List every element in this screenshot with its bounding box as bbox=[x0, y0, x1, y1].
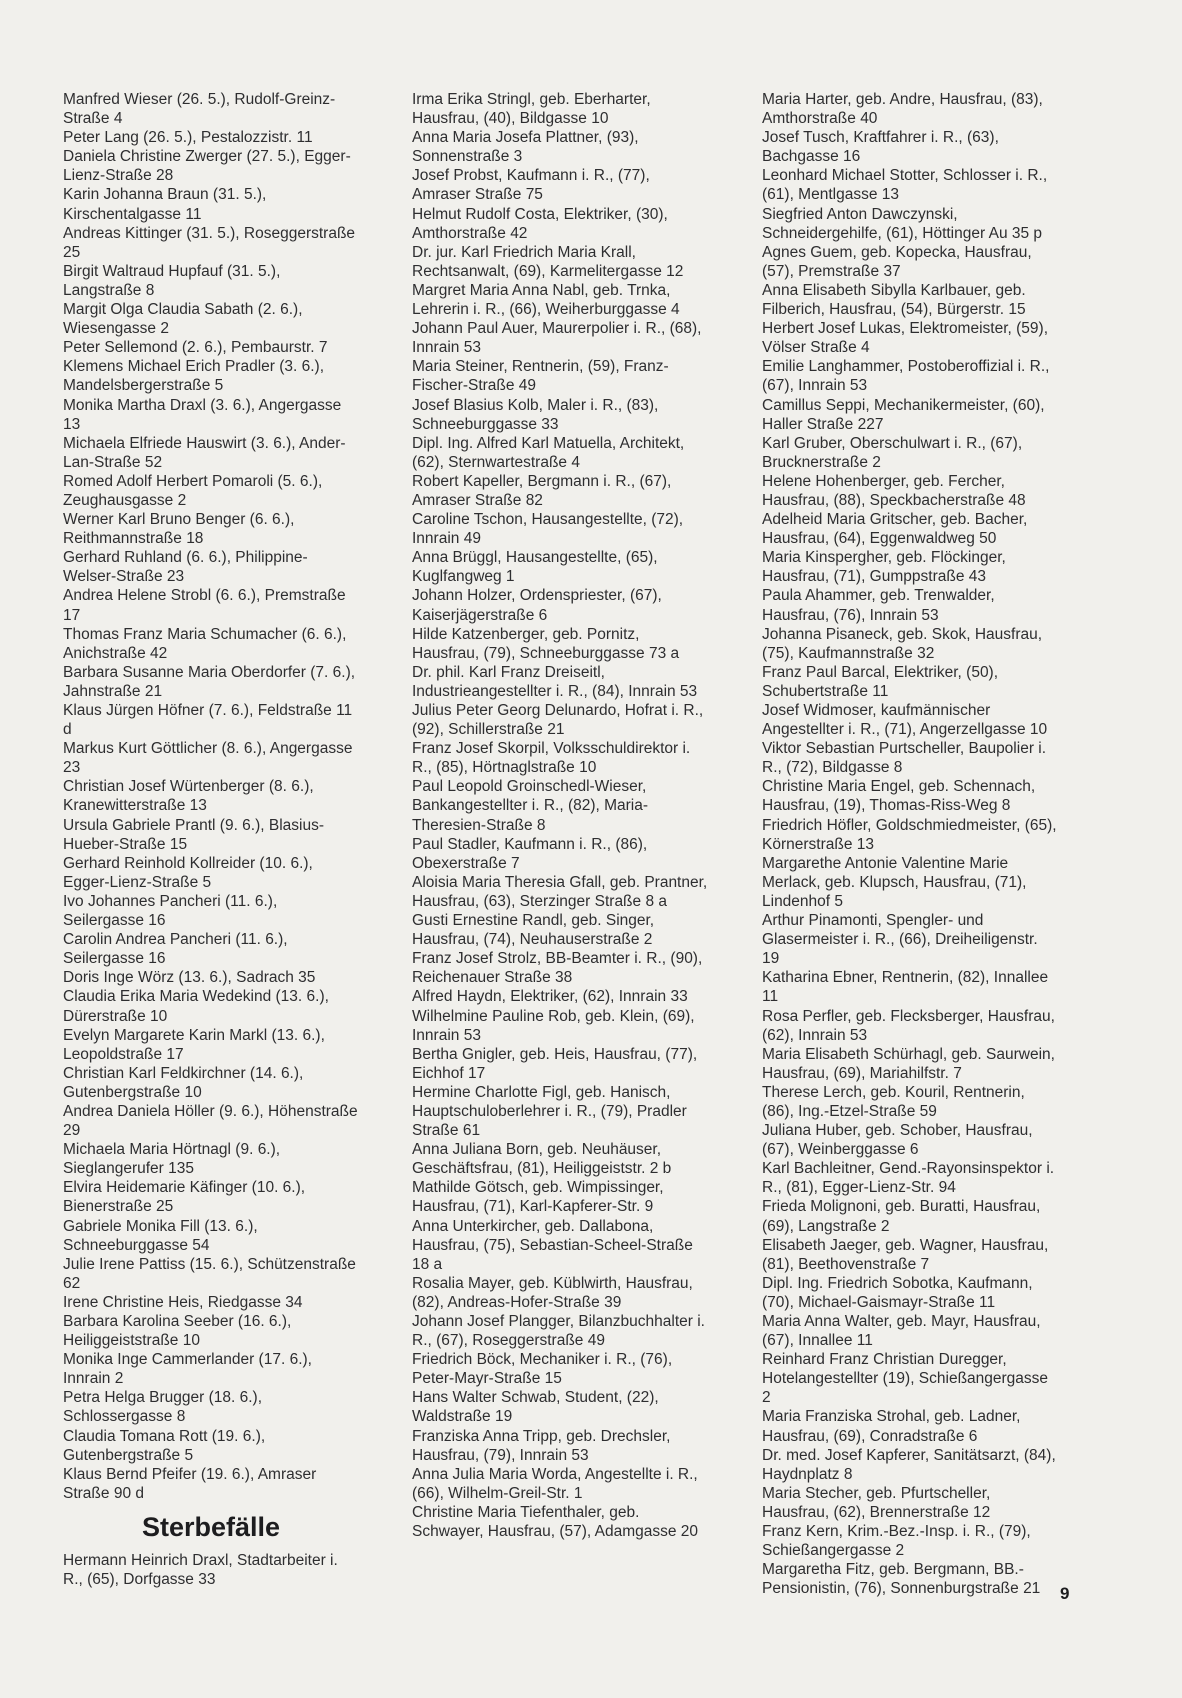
list-item: Paula Ahammer, geb. Trenwalder, Hausfrau, (76), Innrain 53 bbox=[762, 587, 995, 624]
list-item: Viktor Sebastian Purtscheller, Baupolier i. R., (72), Bildgasse 8 bbox=[762, 740, 1047, 777]
list-item: Friedrich Böck, Mechaniker i. R., (76), Peter-Mayr-Straße 15 bbox=[412, 1351, 673, 1388]
list-item: Johann Paul Auer, Maurerpolier i. R., (68), Innrain 53 bbox=[412, 320, 702, 357]
births-list bbox=[63, 90, 359, 1503]
list-item: Helmut Rudolf Costa, Elektriker, (30), Amthorstraße 42 bbox=[412, 205, 668, 242]
list-item: Klaus Bernd Pfeifer (19. 6.), Amraser Straße 90 d bbox=[63, 1465, 317, 1502]
column-1 bbox=[63, 90, 359, 1589]
list-item: Josef Probst, Kaufmann i. R., (77), Amraser Straße 75 bbox=[412, 167, 650, 204]
list-item: Elvira Heidemarie Käfinger (10. 6.), Bienerstraße 25 bbox=[63, 1179, 306, 1216]
list-item: Karl Bachleitner, Gend.-Rayonsinspektor i. R., (81), Egger-Lienz-Str. 94 bbox=[762, 1160, 1055, 1197]
list-item: Leonhard Michael Stotter, Schlosser i. R., (61), Mentlgasse 13 bbox=[762, 167, 1048, 204]
list-item: Wilhelmine Pauline Rob, geb. Klein, (69), Innrain 53 bbox=[412, 1007, 695, 1044]
list-item: Maria Franziska Strohal, geb. Ladner, Hausfrau, (69), Conradstraße 6 bbox=[762, 1408, 1021, 1445]
list-item: Ursula Gabriele Prantl (9. 6.), Blasius-Hueber-Straße 15 bbox=[63, 816, 325, 853]
list-item: Julius Peter Georg Delunardo, Hofrat i. R., (92), Schillerstraße 21 bbox=[412, 702, 704, 739]
list-item: Emilie Langhammer, Postoberoffizial i. R., (67), Innrain 53 bbox=[762, 358, 1050, 395]
list-item: Juliana Huber, geb. Schober, Hausfrau, (67), Weinberggasse 6 bbox=[762, 1122, 1033, 1159]
list-item: Rosa Perfler, geb. Flecksberger, Hausfrau, (62), Innrain 53 bbox=[762, 1007, 1055, 1044]
list-item: Hans Walter Schwab, Student, (22), Waldstraße 19 bbox=[412, 1389, 659, 1426]
list-item: Petra Helga Brugger (18. 6.), Schlossergasse 8 bbox=[63, 1389, 263, 1426]
list-item: Gerhard Ruhland (6. 6.), Philippine-Welser-Straße 23 bbox=[63, 549, 308, 586]
list-item: Josef Blasius Kolb, Maler i. R., (83), Schneeburggasse 33 bbox=[412, 396, 659, 433]
list-item: Christian Josef Würtenberger (8. 6.), Kranewitterstraße 13 bbox=[63, 778, 314, 815]
list-item: Margit Olga Claudia Sabath (2. 6.), Wiesengasse 2 bbox=[63, 301, 303, 338]
list-item: Claudia Tomana Rott (19. 6.), Gutenbergstraße 5 bbox=[63, 1427, 266, 1464]
list-item: Dr. phil. Karl Franz Dreiseitl, Industrieangestellter i. R., (84), Innrain 53 bbox=[412, 663, 698, 700]
list-item: Franz Josef Skorpil, Volksschuldirektor i. R., (85), Hörtnaglstraße 10 bbox=[412, 740, 691, 777]
list-item: Thomas Franz Maria Schumacher (6. 6.), Anichstraße 42 bbox=[63, 625, 347, 662]
list-item: Julie Irene Pattiss (15. 6.), Schützenstraße 62 bbox=[63, 1255, 356, 1292]
list-item: Christine Maria Tiefenthaler, geb. Schwayer, Hausfrau, (57), Adamgasse 20 bbox=[412, 1503, 699, 1541]
list-item: Gusti Ernestine Randl, geb. Singer, Hausfrau, (74), Neuhauserstraße 2 bbox=[412, 912, 655, 949]
list-item: Dr. jur. Karl Friedrich Maria Krall, Rechtsanwalt, (69), Karmelitergasse 12 bbox=[412, 243, 684, 280]
deaths-list-middle bbox=[412, 90, 708, 1541]
list-item: Maria Steiner, Rentnerin, (59), Franz-Fischer-Straße 49 bbox=[412, 358, 669, 395]
list-item: Karl Gruber, Oberschulwart i. R., (67), Brucknerstraße 2 bbox=[762, 434, 1023, 471]
list-item: Robert Kapeller, Bergmann i. R., (67), Amraser Straße 82 bbox=[412, 472, 672, 509]
list-item: Werner Karl Bruno Benger (6. 6.), Reithmannstraße 18 bbox=[63, 511, 295, 548]
list-item: Gabriele Monika Fill (13. 6.), Schneeburggasse 54 bbox=[63, 1217, 258, 1254]
list-item: Hilde Katzenberger, geb. Pornitz, Hausfrau, (79), Schneeburggasse 73 a bbox=[412, 625, 680, 662]
list-item: Barbara Susanne Maria Oberdorfer (7. 6.), Jahnstraße 21 bbox=[63, 663, 356, 700]
list-item: Klemens Michael Erich Pradler (3. 6.), Mandelsbergerstraße 5 bbox=[63, 358, 325, 395]
list-item: Josef Tusch, Kraftfahrer i. R., (63), Bachgasse 16 bbox=[762, 129, 999, 166]
list-item: Klaus Jürgen Höfner (7. 6.), Feldstraße 11 d bbox=[63, 702, 353, 739]
list-item: Karin Johanna Braun (31. 5.), Kirschentalgasse 11 bbox=[63, 186, 267, 223]
list-item: Maria Harter, geb. Andre, Hausfrau, (83), Amthorstraße 40 bbox=[762, 91, 1043, 128]
list-item: Frieda Molignoni, geb. Buratti, Hausfrau, (69), Langstraße 2 bbox=[762, 1198, 1041, 1235]
list-item: Christine Maria Engel, geb. Schennach, Hausfrau, (19), Thomas-Riss-Weg 8 bbox=[762, 778, 1036, 815]
list-item: Doris Inge Wörz (13. 6.), Sadrach 35 bbox=[63, 969, 316, 987]
list-item: Camillus Seppi, Mechanikermeister, (60), Haller Straße 227 bbox=[762, 396, 1045, 433]
list-item: Manfred Wieser (26. 5.), Rudolf-Greinz-Straße 4 bbox=[63, 91, 336, 128]
list-item: Josef Widmoser, kaufmännischer Angestellter i. R., (71), Angerzellgasse 10 bbox=[762, 702, 1048, 739]
list-item: Evelyn Margarete Karin Markl (13. 6.), Leopoldstraße 17 bbox=[63, 1026, 325, 1063]
list-item: Margaretha Fitz, geb. Bergmann, BB.-Pensionistin, (76), Sonnenburgstraße 21 bbox=[762, 1561, 1041, 1598]
list-item: Rosalia Mayer, geb. Küblwirth, Hausfrau, (82), Andreas-Hofer-Straße 39 bbox=[412, 1274, 693, 1311]
list-item: Franz Paul Barcal, Elektriker, (50), Schubertstraße 11 bbox=[762, 663, 999, 700]
list-item: Romed Adolf Herbert Pomaroli (5. 6.), Zeughausgasse 2 bbox=[63, 472, 323, 509]
page-number: 9 bbox=[1060, 1584, 1070, 1603]
list-item: Anna Elisabeth Sibylla Karlbauer, geb. Filberich, Hausfrau, (54), Bürgerstr. 15 bbox=[762, 281, 1026, 319]
list-item: Andreas Kittinger (31. 5.), Roseggerstraße 25 bbox=[63, 224, 356, 261]
list-item: Margarethe Antonie Valentine Marie Merlack, geb. Klupsch, Hausfrau, (71), Lindenhof 5 bbox=[762, 854, 1027, 910]
list-item: Carolin Andrea Pancheri (11. 6.), Seilergasse 16 bbox=[63, 931, 288, 968]
list-item: Barbara Karolina Seeber (16. 6.), Heiliggeiststraße 10 bbox=[63, 1313, 292, 1350]
column-3 bbox=[762, 90, 1058, 1598]
list-item: Elisabeth Jaeger, geb. Wagner, Hausfrau, (81), Beethovenstraße 7 bbox=[762, 1236, 1049, 1273]
list-item: Ivo Johannes Pancheri (11. 6.), Seilergasse 16 bbox=[63, 892, 278, 930]
list-item: Anna Maria Josefa Plattner, (93), Sonnenstraße 3 bbox=[412, 129, 639, 166]
column-2 bbox=[412, 90, 708, 1541]
list-item: Andrea Helene Strobl (6. 6.), Premstraße 17 bbox=[63, 587, 346, 624]
list-item: Agnes Guem, geb. Kopecka, Hausfrau, (57), Premstraße 37 bbox=[762, 243, 1032, 280]
list-item: Paul Leopold Groinschedl-Wieser, Bankangestellter i. R., (82), Maria-Theresien-Straße 8 bbox=[412, 778, 649, 834]
list-item: Daniela Christine Zwerger (27. 5.), Egger-Lienz-Straße 28 bbox=[63, 148, 351, 185]
list-item: Hermann Heinrich Draxl, Stadtarbeiter i. R., (65), Dorfgasse 33 bbox=[63, 1551, 338, 1589]
list-item: Irene Christine Heis, Riedgasse 34 bbox=[63, 1293, 303, 1311]
list-item: Caroline Tschon, Hausangestellte, (72), Innrain 49 bbox=[412, 511, 684, 548]
list-item: Friedrich Höfler, Goldschmiedmeister, (65), Körnerstraße 13 bbox=[762, 816, 1057, 853]
list-item: Michaela Maria Hörtnagl (9. 6.), Sieglangerufer 135 bbox=[63, 1141, 281, 1178]
list-item: Adelheid Maria Gritscher, geb. Bacher, Hausfrau, (64), Eggenwaldweg 50 bbox=[762, 511, 1028, 548]
list-item: Johann Holzer, Ordenspriester, (67), Kaiserjägerstraße 6 bbox=[412, 587, 662, 624]
list-item: Arthur Pinamonti, Spengler- und Glasermeister i. R., (66), Dreiheiligenstr. 19 bbox=[762, 912, 1038, 968]
list-item: Herbert Josef Lukas, Elektromeister, (59), Völser Straße 4 bbox=[762, 320, 1049, 357]
list-item: Alfred Haydn, Elektriker, (62), Innrain 33 bbox=[412, 988, 688, 1006]
list-item: Franz Josef Strolz, BB-Beamter i. R., (90), Reichenauer Straße 38 bbox=[412, 950, 703, 987]
list-item: Dipl. Ing. Friedrich Sobotka, Kaufmann, (70), Michael-Gaismayr-Straße 11 bbox=[762, 1274, 1033, 1311]
list-item: Monika Martha Draxl (3. 6.), Angergasse 13 bbox=[63, 396, 342, 433]
deaths-list-end bbox=[762, 90, 1058, 1598]
list-item: Michaela Elfriede Hauswirt (3. 6.), Ander-Lan-Straße 52 bbox=[63, 434, 346, 471]
list-item: Maria Stecher, geb. Pfurtscheller, Hausfrau, (62), Brennerstraße 12 bbox=[762, 1484, 991, 1521]
list-item: Monika Inge Cammerlander (17. 6.), Innrain 2 bbox=[63, 1351, 312, 1388]
list-item: Katharina Ebner, Rentnerin, (82), Innallee 11 bbox=[762, 969, 1049, 1006]
list-item: Anna Julia Maria Worda, Angestellte i. R., (66), Wilhelm-Greil-Str. 1 bbox=[412, 1465, 698, 1502]
list-item: Maria Kinspergher, geb. Flöckinger, Hausfrau, (71), Gumppstraße 43 bbox=[762, 549, 1006, 586]
list-item: Peter Lang (26. 5.), Pestalozzistr. 11 bbox=[63, 129, 313, 147]
list-item: Helene Hohenberger, geb. Fercher, Hausfrau, (88), Speckbacherstraße 48 bbox=[762, 472, 1026, 509]
list-item: Paul Stadler, Kaufmann i. R., (86), Obexerstraße 7 bbox=[412, 835, 648, 872]
list-item: Andrea Daniela Höller (9. 6.), Höhenstraße 29 bbox=[63, 1102, 358, 1140]
list-item: Reinhard Franz Christian Duregger, Hotelangestellter (19), Schießangergasse 2 bbox=[762, 1351, 1049, 1407]
list-item: Bertha Gnigler, geb. Heis, Hausfrau, (77), Eichhof 17 bbox=[412, 1045, 698, 1082]
list-item: Anna Brüggl, Hausangestellte, (65), Kuglfangweg 1 bbox=[412, 549, 658, 586]
list-item: Birgit Waltraud Hupfauf (31. 5.), Langstraße 8 bbox=[63, 262, 281, 299]
list-item: Therese Lerch, geb. Kouril, Rentnerin, (86), Ing.-Etzel-Straße 59 bbox=[762, 1083, 1025, 1120]
list-item: Dr. med. Josef Kapferer, Sanitätsarzt, (84), Haydnplatz 8 bbox=[762, 1446, 1056, 1483]
list-item: Irma Erika Stringl, geb. Eberharter, Hausfrau, (40), Bildgasse 10 bbox=[412, 91, 651, 128]
list-item: Markus Kurt Göttlicher (8. 6.), Angergasse 23 bbox=[63, 740, 353, 777]
list-item: Maria Anna Walter, geb. Mayr, Hausfrau, (67), Innallee 11 bbox=[762, 1313, 1041, 1350]
list-item: Franz Kern, Krim.-Bez.-Insp. i. R., (79), Schießangergasse 2 bbox=[762, 1523, 1031, 1560]
list-item: Gerhard Reinhold Kollreider (10. 6.), Egger-Lienz-Straße 5 bbox=[63, 854, 313, 891]
list-item: Mathilde Götsch, geb. Wimpissinger, Hausfrau, (71), Karl-Kapferer-Str. 9 bbox=[412, 1179, 664, 1216]
list-item: Anna Unterkircher, geb. Dallabona, Hausfrau, (75), Sebastian-Scheel-Straße 18 a bbox=[412, 1217, 693, 1273]
list-item: Margret Maria Anna Nabl, geb. Trnka, Lehrerin i. R., (66), Weiherburggasse 4 bbox=[412, 281, 680, 319]
deaths-list-start bbox=[63, 1551, 359, 1589]
list-item: Franziska Anna Tripp, geb. Drechsler, Hausfrau, (79), Innrain 53 bbox=[412, 1427, 671, 1464]
list-item: Dipl. Ing. Alfred Karl Matuella, Architekt, (62), Sternwartestraße 4 bbox=[412, 434, 685, 471]
list-item: Christian Karl Feldkirchner (14. 6.), Gutenbergstraße 10 bbox=[63, 1064, 304, 1101]
list-item: Johanna Pisaneck, geb. Skok, Hausfrau, (75), Kaufmannstraße 32 bbox=[762, 625, 1043, 662]
list-item: Aloisia Maria Theresia Gfall, geb. Prantner, Hausfrau, (63), Sterzinger Straße 8 a bbox=[412, 873, 708, 910]
list-item: Hermine Charlotte Figl, geb. Hanisch, Hauptschuloberlehrer i. R., (79), Pradler Straße 61 bbox=[412, 1083, 687, 1140]
list-item: Peter Sellemond (2. 6.), Pembaurstr. 7 bbox=[63, 339, 328, 357]
list-item: Siegfried Anton Dawczynski, Schneidergehilfe, (61), Höttinger Au 35 p bbox=[762, 205, 1043, 242]
list-item: Anna Juliana Born, geb. Neuhäuser, Geschäftsfrau, (81), Heiliggeiststr. 2 b bbox=[412, 1141, 672, 1178]
list-item: Maria Elisabeth Schürhagl, geb. Saurwein, Hausfrau, (69), Mariahilfstr. 7 bbox=[762, 1045, 1055, 1082]
section-heading-sterbefaelle: Sterbefälle bbox=[141, 1511, 281, 1542]
list-item: Johann Josef Plangger, Bilanzbuchhalter i. R., (67), Roseggerstraße 49 bbox=[412, 1313, 705, 1350]
list-item: Claudia Erika Maria Wedekind (13. 6.), Dürerstraße 10 bbox=[63, 988, 329, 1025]
